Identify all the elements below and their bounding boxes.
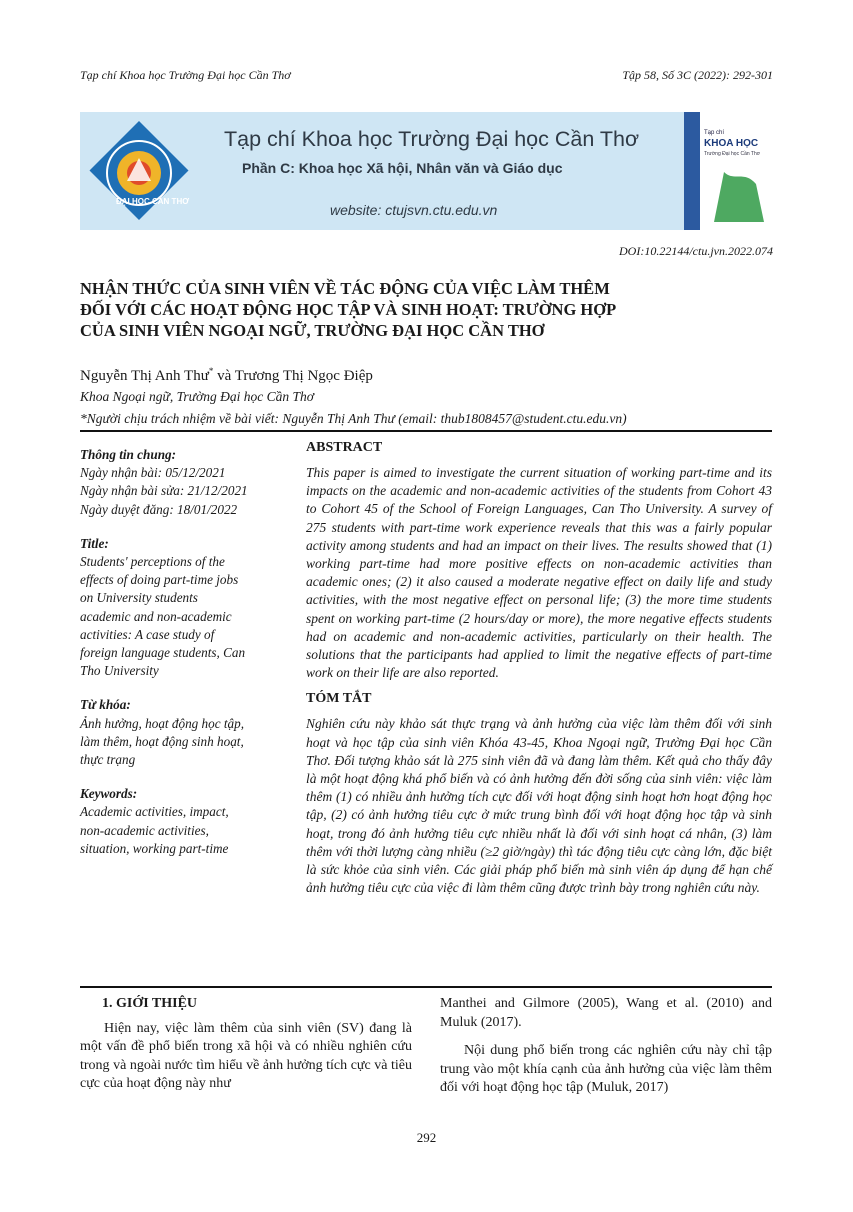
first-author: Nguyễn Thị Anh Thư	[80, 368, 209, 384]
corresponding-mark: *	[208, 366, 214, 376]
english-title-line: effects of doing part-time jobs	[80, 572, 239, 588]
tomtat-heading: TÓM TẮT	[306, 691, 372, 707]
abstract-text: This paper is aimed to investigate the current situation of working part-time and its impacts on the academic and non-academic activities of the students from Cohort 43 to Cohort 45 of the School of Foreign Languages, Can Tho University. A survey of 275 students with part-time work experience reveals that this was a fairly popular activity among students and had an impact on their lives. The results showed that (1) working part-time had more positive effects on non-academic activities than academic ones; (2) it also caused a moderate negative effect on daily life and study activities, with the most negative effect on personal life; (3) the more time students spent on working part-time (2 hours/day or more), the more negative effects students had on academic and non-academic activities, particularly on their health. The solutions that the participants had applied to limit the negative effects of part-time work on their life are also reported.	[306, 465, 772, 681]
cover-small-label: Tạp chí	[704, 130, 725, 136]
keywords-en-label: Keywords:	[80, 786, 138, 802]
accepted-date: Ngày duyệt đăng: 18/01/2022	[80, 501, 238, 517]
other-authors: và Trương Thị Ngọc Điệp	[213, 368, 373, 384]
english-title-line: on University students	[80, 590, 198, 606]
abstract-divider	[80, 986, 772, 988]
title-line: NHẬN THỨC CỦA SINH VIÊN VỀ TÁC ĐỘNG CỦA VIỆC LÀM THÊM	[80, 279, 610, 298]
corresponding-author: *Người chịu trách nhiệm về bài viết: Nguyễn Thị Anh Thư (email: thub1808457@student.ctu.edu.vn)	[80, 411, 627, 426]
journal-cover-thumbnail	[684, 112, 772, 230]
banner-website: website: ctujsvn.ctu.edu.vn	[330, 202, 498, 218]
journal-banner	[80, 112, 772, 230]
section-heading: 1. GIỚI THIỆU	[102, 996, 198, 1011]
body-paragraph: Manthei and Gilmore (2005), Wang et al. (2010) and Muluk (2017).	[440, 996, 772, 1030]
revised-date: Ngày nhận bài sửa: 21/12/2021	[80, 483, 248, 499]
english-title-label: Title:	[80, 535, 109, 551]
keywords-vi-line: thực trạng	[80, 752, 136, 768]
keywords-en-line: Academic activities, impact,	[80, 804, 229, 820]
banner-subtitle: Phần C: Khoa học Xã hội, Nhân văn và Giáo dục	[242, 160, 563, 176]
title-line: ĐỐI VỚI CÁC HOẠT ĐỘNG HỌC TẬP VÀ SINH HOẠT: TRƯỜNG HỢP	[80, 300, 617, 319]
affiliation: Khoa Ngoại ngữ, Trường Đại học Cần Thơ	[80, 389, 314, 404]
abstract-column	[306, 440, 772, 897]
english-title-line: activities: A case study of	[80, 626, 215, 642]
english-title-line: academic and non-academic	[80, 608, 232, 624]
title-line: CỦA SINH VIÊN NGOẠI NGỮ, TRƯỜNG ĐẠI HỌC CẦN THƠ	[80, 321, 545, 340]
page-number: 292	[416, 1130, 437, 1145]
doi: DOI:10.22144/ctu.jvn.2022.074	[619, 244, 773, 258]
tomtat-text: Nghiên cứu này khảo sát thực trạng và ảnh hưởng của việc làm thêm đối với sinh hoạt và học tập của sinh viên Khóa 43-45, Khoa Ngoại ngữ, Trường Đại học Cần Thơ. Đối tượng khảo sát là 275 sinh viên đã và đang làm thêm. Kết quả cho thấy đây là một hoạt động khá phổ biến và có ảnh hưởng đến đời sống của sinh viên: việc làm thêm (1) có nhiều ảnh hưởng tích cực đối với hoạt động sinh hoạt hơn hoạt động học tập, (2) có ảnh hưởng tiêu cực ở mức trung bình đối với hoạt động học tập và sinh hoạt, trong đó ảnh hưởng tiêu cực nhiều nhất là đối với sinh hoạt cá nhân, (3) làm thêm với thời lượng càng nhiều (≥2 giờ/ngày) thì tác động tiêu cực càng lớn, đặc biệt là sức khỏe của sinh viên. Các giải pháp phổ biến mà sinh viên áp dụng để hạn chế ảnh hưởng tiêu cực của việc đi làm thêm cũng được trình bày trong nghiên cứu này.	[306, 716, 772, 896]
cover-title: KHOA HỌC	[704, 138, 759, 149]
body-left-column	[80, 995, 412, 1094]
english-title-line: Tho University	[80, 663, 159, 679]
issue-running-header: Tập 58, Số 3C (2022): 292-301	[622, 68, 773, 82]
body-paragraph: Hiện nay, việc làm thêm của sinh viên (SV) đang là một vấn đề phổ biến trong xã hội và có nhiều nghiên cứu trong và ngoài nước tìm hiểu về ảnh hưởng tích cực và tiêu cực của hoạt động này như	[80, 1020, 412, 1092]
cover-subtitle: Trường Đại học Cần Thơ	[704, 151, 761, 157]
body-paragraph: Nội dung phổ biến trong các nghiên cứu này chỉ tập trung vào một khía cạnh của ảnh hưởng của việc làm thêm đối với hoạt động học tập (Muluk, 2017)	[440, 1043, 772, 1096]
journal-running-header: Tạp chí Khoa học Trường Đại học Cần Thơ	[80, 68, 291, 82]
authors	[80, 366, 373, 385]
header-divider	[80, 430, 772, 432]
logo-text: ĐẠI HỌC CẦN THƠ	[116, 197, 190, 206]
banner-title: Tạp chí Khoa học Trường Đại học Cần Thơ	[224, 127, 640, 151]
keywords-en-line: non-academic activities,	[80, 822, 209, 838]
received-date: Ngày nhận bài: 05/12/2021	[80, 465, 226, 481]
keywords-vi-line: Ảnh hưởng, hoạt động học tập,	[80, 715, 245, 731]
english-title-line: foreign language students, Can	[80, 645, 246, 661]
article-info-sidebar	[80, 446, 285, 874]
body-right-column	[440, 995, 772, 1098]
cover-decoration-icon	[684, 112, 772, 230]
abstract-heading: ABSTRACT	[306, 440, 383, 455]
english-title-line: Students' perceptions of the	[80, 554, 225, 570]
university-logo-icon	[86, 118, 192, 224]
keywords-vi-label: Từ khóa:	[80, 697, 131, 713]
article-title	[80, 278, 780, 341]
info-label: Thông tin chung:	[80, 447, 177, 462]
keywords-vi-line: làm thêm, hoạt động sinh hoạt,	[80, 733, 244, 749]
keywords-en-line: situation, working part-time	[80, 840, 229, 856]
